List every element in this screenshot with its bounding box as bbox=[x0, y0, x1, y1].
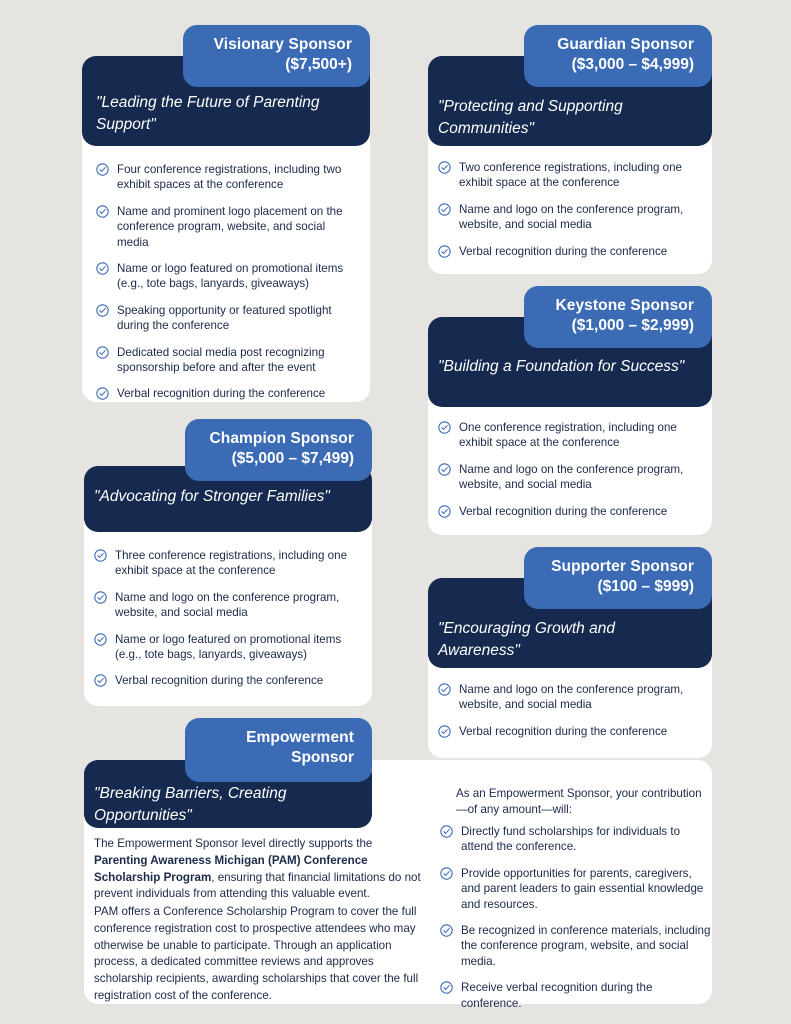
benefit-text: Name or logo featured on promotional items (e.g., tote bags, lanyards, giveaways) bbox=[115, 632, 342, 662]
list-item bbox=[96, 261, 358, 292]
check-circle-icon bbox=[440, 825, 453, 838]
keystone-benefits-list bbox=[438, 420, 704, 530]
benefit-text: Verbal recognition during the conference bbox=[459, 244, 668, 258]
benefit-text: Be recognized in conference materials, including the conference program, website, and social media. bbox=[461, 924, 711, 968]
visionary-tab bbox=[183, 25, 370, 87]
visionary-benefits-list bbox=[96, 162, 358, 413]
benefit-text: Provide opportunities for parents, caregivers, and parent leaders to gain essential knowledge and resources. bbox=[461, 866, 704, 911]
list-item bbox=[96, 204, 358, 250]
list-item bbox=[438, 202, 700, 233]
supporter-tier-amount: ($100 – $999) bbox=[597, 578, 694, 596]
check-circle-icon bbox=[96, 262, 109, 275]
visionary-tier-amount: ($7,500+) bbox=[285, 56, 352, 74]
paragraph-1-part2: , ensuring that financial limitations do not prevent individuals from attending this valuable event. bbox=[94, 870, 421, 901]
champion-tab bbox=[185, 419, 372, 481]
guardian-benefits-list bbox=[438, 160, 700, 270]
list-item bbox=[438, 682, 704, 713]
paragraph-1-bold: Parenting Awareness Michigan (PAM) Conference Scholarship Program bbox=[94, 853, 368, 884]
list-item bbox=[440, 923, 712, 969]
check-circle-icon bbox=[438, 421, 451, 434]
guardian-tab bbox=[524, 25, 712, 87]
benefit-text: Name or logo featured on promotional items (e.g., tote bags, lanyards, giveaways) bbox=[117, 262, 344, 291]
list-item bbox=[440, 866, 712, 912]
visionary-tagline: "Leading the Future of Parenting Support" bbox=[96, 94, 320, 134]
empowerment-paragraph-1 bbox=[94, 836, 426, 903]
list-item bbox=[94, 673, 360, 688]
list-item bbox=[438, 504, 704, 519]
check-circle-icon bbox=[96, 304, 109, 317]
list-item bbox=[438, 160, 700, 191]
list-item bbox=[96, 386, 358, 401]
benefit-text: Name and prominent logo placement on the conference program, website, and social media bbox=[117, 204, 343, 249]
benefit-text: Four conference registrations, including two exhibit spaces at the conference bbox=[117, 163, 342, 192]
empowerment-intro: As an Empowerment Sponsor, your contribution—of any amount—will: bbox=[456, 787, 702, 816]
list-item bbox=[440, 824, 712, 855]
check-circle-icon bbox=[440, 867, 453, 880]
champion-tier-amount: ($5,000 – $7,499) bbox=[231, 450, 354, 468]
list-item bbox=[94, 632, 360, 663]
check-circle-icon bbox=[440, 924, 453, 937]
benefit-text: One conference registration, including one exhibit space at the conference bbox=[459, 421, 677, 450]
benefit-text: Name and logo on the conference program, website, and social media bbox=[115, 590, 340, 620]
list-item bbox=[438, 420, 704, 451]
supporter-tier-name: Supporter Sponsor bbox=[551, 558, 694, 575]
guardian-tier-amount: ($3,000 – $4,999) bbox=[571, 56, 694, 74]
benefit-text: Receive verbal recognition during the conference. bbox=[461, 981, 653, 1010]
benefit-text: Name and logo on the conference program, website, and social media bbox=[459, 462, 684, 492]
benefit-text: Name and logo on the conference program, website, and social media bbox=[459, 202, 684, 232]
check-circle-icon bbox=[438, 203, 451, 216]
list-item bbox=[94, 548, 360, 579]
check-circle-icon bbox=[440, 981, 453, 994]
keystone-tier-name: Keystone Sponsor bbox=[555, 297, 694, 314]
benefit-text: Name and logo on the conference program, website, and social media bbox=[459, 683, 684, 712]
guardian-tier-name: Guardian Sponsor bbox=[557, 36, 694, 53]
benefit-text: Speaking opportunity or featured spotlight during the conference bbox=[117, 303, 332, 333]
check-circle-icon bbox=[94, 549, 107, 562]
check-circle-icon bbox=[96, 346, 109, 359]
champion-tier-name: Champion Sponsor bbox=[209, 430, 354, 447]
paragraph-1-part1: The Empowerment Sponsor level directly supports the bbox=[94, 837, 373, 850]
check-circle-icon bbox=[96, 205, 109, 218]
list-item bbox=[96, 303, 358, 334]
keystone-tier-amount: ($1,000 – $2,999) bbox=[571, 317, 694, 335]
visionary-tier-name: Visionary Sponsor bbox=[213, 36, 352, 53]
benefit-text: Directly fund scholarships for individuals to attend the conference. bbox=[461, 825, 681, 854]
benefit-text: Verbal recognition during the conference bbox=[459, 724, 668, 738]
empowerment-tagline: "Breaking Barriers, Creating Opportunities" bbox=[94, 785, 287, 825]
empowerment-tier-name-line2: Sponsor bbox=[291, 749, 354, 767]
list-item bbox=[438, 462, 704, 493]
guardian-tagline: "Protecting and Supporting Communities" bbox=[438, 98, 623, 138]
empowerment-benefits-list bbox=[440, 824, 712, 1022]
list-item bbox=[94, 590, 360, 621]
keystone-tab bbox=[524, 286, 712, 348]
benefit-text: Verbal recognition during the conference bbox=[115, 674, 324, 688]
benefit-text: Verbal recognition during the conference bbox=[459, 504, 668, 518]
champion-tagline: "Advocating for Stronger Families" bbox=[94, 488, 330, 505]
supporter-tab bbox=[524, 547, 712, 609]
check-circle-icon bbox=[438, 161, 451, 174]
check-circle-icon bbox=[438, 683, 451, 696]
benefit-text: Verbal recognition during the conference bbox=[117, 387, 326, 401]
champion-benefits-list bbox=[94, 548, 360, 700]
list-item bbox=[438, 244, 700, 259]
empowerment-tier-name-line1: Empowerment bbox=[246, 729, 354, 746]
benefit-text: Two conference registrations, including one exhibit space at the conference bbox=[459, 161, 682, 190]
supporter-benefits-list bbox=[438, 682, 704, 750]
check-circle-icon bbox=[94, 633, 107, 646]
list-item bbox=[96, 345, 358, 376]
check-circle-icon bbox=[96, 387, 109, 400]
check-circle-icon bbox=[96, 163, 109, 176]
supporter-tagline: "Encouraging Growth and Awareness" bbox=[438, 620, 615, 660]
check-circle-icon bbox=[438, 463, 451, 476]
check-circle-icon bbox=[438, 245, 451, 258]
list-item bbox=[440, 980, 712, 1011]
check-circle-icon bbox=[94, 674, 107, 687]
list-item bbox=[96, 162, 358, 193]
check-circle-icon bbox=[438, 505, 451, 518]
empowerment-paragraph-2: PAM offers a Conference Scholarship Program to cover the full conference registration cost to prospective attendees who may otherwise be unable to participate. Through an application process, a dedicated committee reviews and approves scholarship recipients, awarding scholarships that cover the full registration cost of the conference. bbox=[94, 905, 419, 1002]
list-item bbox=[438, 724, 704, 739]
keystone-tagline: "Building a Foundation for Success" bbox=[438, 358, 685, 375]
benefit-text: Dedicated social media post recognizing sponsorship before and after the event bbox=[117, 345, 325, 375]
check-circle-icon bbox=[94, 591, 107, 604]
check-circle-icon bbox=[438, 725, 451, 738]
empowerment-tab bbox=[185, 718, 372, 782]
benefit-text: Three conference registrations, including one exhibit space at the conference bbox=[115, 549, 348, 578]
